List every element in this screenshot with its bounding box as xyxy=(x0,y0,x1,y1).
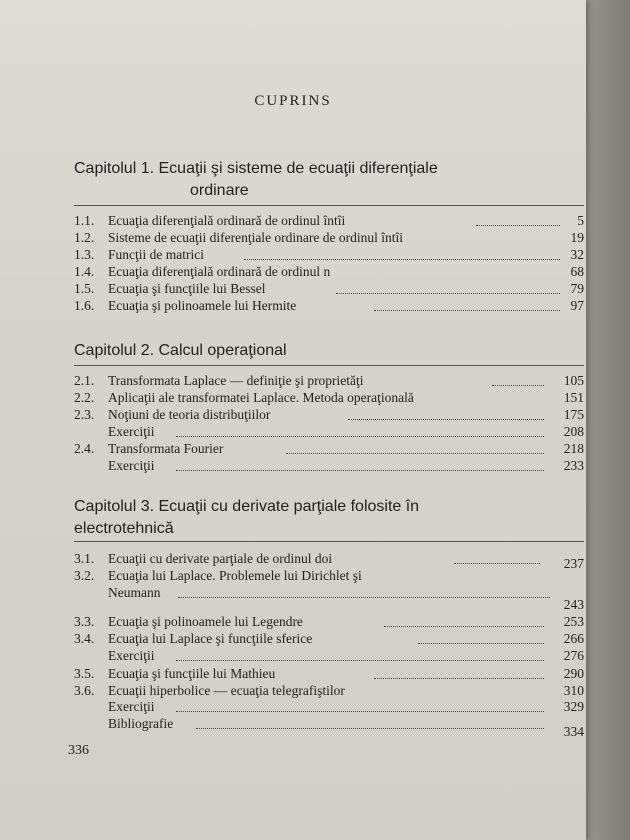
entry-page: 68 xyxy=(570,264,584,279)
toc-entry xyxy=(74,423,584,440)
entry-number: 1.2. xyxy=(74,230,95,245)
entry-page: 97 xyxy=(570,298,584,313)
entry-title: Sisteme de ecuaţii diferenţiale ordinare de ordinul întîi xyxy=(108,230,404,245)
toc-entry xyxy=(74,630,584,647)
entry-number: 2.2. xyxy=(74,390,95,405)
chapter-1-rule xyxy=(74,205,584,206)
leader-dots xyxy=(348,419,544,420)
entry-page: 208 xyxy=(563,424,584,439)
leader-dots xyxy=(176,660,544,661)
entry-page: 237 xyxy=(563,556,584,571)
entry-title: Transformata Laplace — definiţie şi proprietăţi xyxy=(108,373,364,388)
toc-entry xyxy=(74,212,584,229)
toc-entry xyxy=(74,389,584,406)
toc-entry xyxy=(74,229,584,246)
toc-entry xyxy=(74,550,584,571)
entry-title: Ecuaţia şi funcţiile lui Bessel xyxy=(108,281,266,296)
chapter-2-heading xyxy=(74,340,544,362)
entry-number: 1.6. xyxy=(74,298,95,313)
entry-page: 334 xyxy=(563,724,584,739)
chapter-3-rule xyxy=(74,541,584,542)
leader-dots xyxy=(336,293,560,294)
entry-title: Transformata Fourier xyxy=(108,441,224,456)
entry-title: Exerciţii xyxy=(108,648,155,663)
entry-title: Funcţii de matrici xyxy=(108,247,204,262)
chapter-2-rule xyxy=(74,365,584,366)
entry-page: 290 xyxy=(563,666,584,681)
entry-page: 175 xyxy=(563,407,584,422)
entry-title: Ecuaţia lui Laplace şi funcţiile sferice xyxy=(108,631,313,646)
chapter-3-title: Capitolul 3. Ecuaţii cu derivate parţiale folosite în xyxy=(74,498,420,515)
page-title: CUPRINS xyxy=(254,93,332,109)
entry-number: 1.5. xyxy=(74,281,95,296)
entry-page: 5 xyxy=(577,213,584,228)
entry-page: 151 xyxy=(563,390,584,405)
chapter-1-title-cont: ordinare xyxy=(190,182,249,199)
entry-page: 233 xyxy=(563,458,584,473)
entry-title: Ecuaţia lui Laplace. Problemele lui Dirichlet şi xyxy=(108,568,362,583)
chapter-1-title: Capitolul 1. Ecuaţii şi sisteme de ecuaţii diferenţiale xyxy=(74,160,438,177)
leader-dots xyxy=(374,678,544,679)
background-surface xyxy=(582,0,630,840)
entry-page: 310 xyxy=(563,683,584,698)
entry-number: 1.3. xyxy=(74,247,95,262)
leader-dots xyxy=(454,563,540,564)
toc-entry xyxy=(74,457,584,474)
entry-title: Neumann xyxy=(108,585,161,600)
leader-dots xyxy=(196,728,544,729)
entry-page: 105 xyxy=(563,373,584,388)
leader-dots xyxy=(176,711,544,712)
entry-title: Exerciţii xyxy=(108,424,155,439)
bleed-through-text xyxy=(0,0,586,80)
toc-entry xyxy=(74,613,584,630)
entry-page: 79 xyxy=(570,281,584,296)
leader-dots xyxy=(176,470,544,471)
toc-entry xyxy=(74,372,584,389)
leader-dots xyxy=(244,259,560,260)
chapter-3-heading xyxy=(74,496,544,540)
entry-title: Bibliografie xyxy=(108,716,174,731)
entry-number: 1.4. xyxy=(74,264,95,279)
toc-entry xyxy=(74,665,584,682)
page-number: 336 xyxy=(68,743,89,758)
leader-dots xyxy=(286,453,544,454)
entry-title: Ecuaţii hiperbolice — ecuaţia telegrafiştilor xyxy=(108,683,345,698)
entry-title: Exerciţii xyxy=(108,699,155,714)
entry-page: 32 xyxy=(570,247,584,262)
entry-title: Ecuaţia şi polinoamele lui Legendre xyxy=(108,614,303,629)
entry-title: Noţiuni de teoria distribuţiilor xyxy=(108,407,271,422)
toc-entry xyxy=(74,567,584,584)
entry-number: 3.1. xyxy=(74,551,95,566)
entry-page: 218 xyxy=(563,441,584,456)
leader-dots xyxy=(418,643,544,644)
entry-title: Ecuaţii cu derivate parţiale de ordinul doi xyxy=(108,551,333,566)
toc-entry xyxy=(74,280,584,297)
entry-page: 253 xyxy=(563,614,584,629)
entry-number: 3.5. xyxy=(74,666,95,681)
entry-title: Ecuaţia şi polinoamele lui Hermite xyxy=(108,298,297,313)
entry-number: 3.2. xyxy=(74,568,95,583)
toc-entry xyxy=(74,263,584,280)
entry-number: 2.4. xyxy=(74,441,95,456)
entry-number: 2.3. xyxy=(74,407,95,422)
entry-page: 329 xyxy=(563,699,584,714)
entry-title: Ecuaţia diferenţială ordinară de ordinul întîi xyxy=(108,213,346,228)
toc-entry xyxy=(74,297,584,314)
toc-entry xyxy=(74,715,584,739)
entry-page: 266 xyxy=(563,631,584,646)
entry-title: Exerciţii xyxy=(108,458,155,473)
entry-title: Aplicaţii ale transformatei Laplace. Metoda operaţională xyxy=(108,390,414,405)
entry-number: 2.1. xyxy=(74,373,95,388)
toc-entry xyxy=(74,647,584,664)
toc-entry xyxy=(74,406,584,423)
chapter-2-title: Capitolul 2. Calcul operaţional xyxy=(74,342,287,359)
entry-title: Ecuaţia diferenţială ordinară de ordinul n xyxy=(108,264,331,279)
leader-dots xyxy=(384,626,544,627)
toc-entry xyxy=(74,698,584,715)
entry-title: Ecuaţia şi funcţiile lui Mathieu xyxy=(108,666,276,681)
toc-entry xyxy=(74,246,584,263)
chapter-3-title-cont: electrotehnică xyxy=(74,520,174,537)
entry-page: 19 xyxy=(570,230,584,245)
entry-number: 3.3. xyxy=(74,614,95,629)
leader-dots xyxy=(492,385,544,386)
leader-dots xyxy=(176,436,544,437)
leader-dots xyxy=(374,310,560,311)
toc-entry xyxy=(74,440,584,457)
leader-dots xyxy=(476,225,560,226)
entry-number: 1.1. xyxy=(74,213,95,228)
entry-page: 276 xyxy=(563,648,584,663)
toc-entry xyxy=(74,682,584,699)
entry-page: 243 xyxy=(563,597,584,612)
entry-number: 3.4. xyxy=(74,631,95,646)
toc-entry xyxy=(74,596,584,613)
entry-number: 3.6. xyxy=(74,683,95,698)
chapter-1-heading xyxy=(74,158,544,202)
